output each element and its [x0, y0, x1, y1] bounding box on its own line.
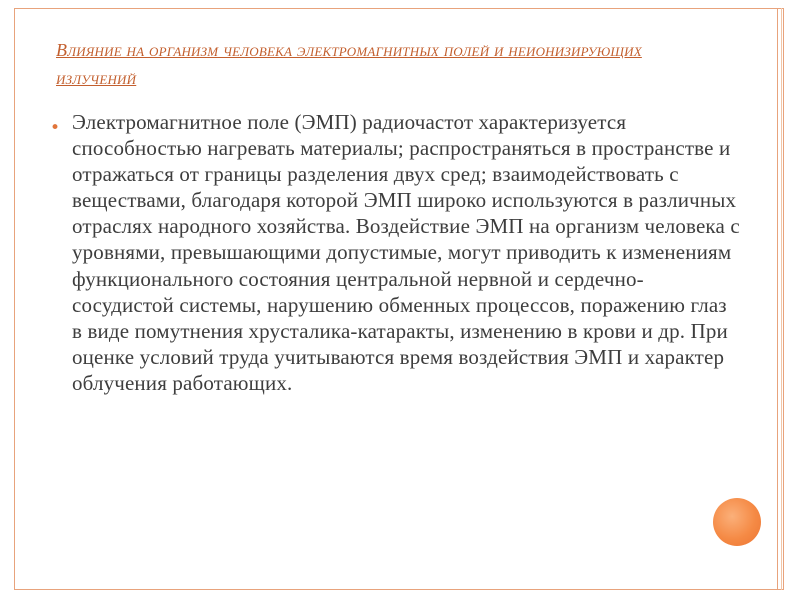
- slide-frame-right-line: [777, 8, 778, 590]
- slide-frame-right-line-2: [781, 8, 782, 590]
- bullet-icon: •: [50, 118, 61, 138]
- slide-body-text: Электромагнитное поле (ЭМП) радиочастот характеризуется способностью нагревать материалы; распространяться в пространстве и отражаться от границы разделения двух сред; взаимодействовать с веществами, благодаря которой ЭМП широко используются в различных отраслях народного хозяйства. Воздействие ЭМП на организм человека с уровнями, превышающими допустимые, могут приводить к изменениям функционального состояния центральной нервной и сердечно-сосудистой системы, нарушению обменных процессов, поражению глаз в виде помутнения хрусталика-катаракты, изменению в крови и др. При оценке условий труда учитываются время воздействия ЭМП и характер облучения работающих.: [72, 110, 740, 395]
- slide-title: Влияние на организм человека электромагнитных полей и неионизирующих излучений: [56, 40, 642, 88]
- decorative-circle: [713, 498, 761, 546]
